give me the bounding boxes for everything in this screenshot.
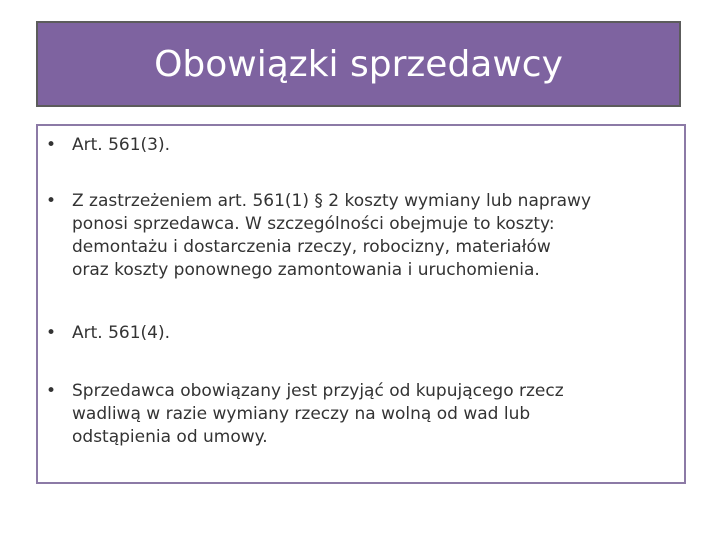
bullet-dot: • — [46, 191, 57, 211]
content-panel — [36, 124, 686, 484]
bullet-text: Art. 561(3). — [72, 135, 171, 155]
bullet-dot: • — [46, 135, 57, 155]
bullet-item — [44, 190, 684, 282]
bullet-text: Art. 561(4). — [72, 323, 171, 343]
bullet-item — [44, 380, 684, 449]
slide-title: Obowiązki sprzedawcy — [154, 43, 563, 85]
bullet-dot: • — [46, 381, 57, 401]
title-banner — [36, 21, 681, 107]
bullet-dot: • — [46, 323, 57, 343]
bullet-item — [44, 134, 684, 157]
bullet-item — [44, 322, 684, 345]
bullet-text: Sprzedawca obowiązany jest przyjąć od kupującego rzecz wadliwą w razie wymiany rzeczy na wolną od wad lub odstąpienia od umowy. — [72, 381, 564, 447]
bullet-text: Z zastrzeżeniem art. 561(1) § 2 koszty wymiany lub naprawy ponosi sprzedawca. W szczególności obejmuje to koszty: demontażu i dostarczenia rzeczy, robocizny, materiałów oraz koszty ponownego zamontowania i uruchomienia. — [72, 191, 592, 280]
